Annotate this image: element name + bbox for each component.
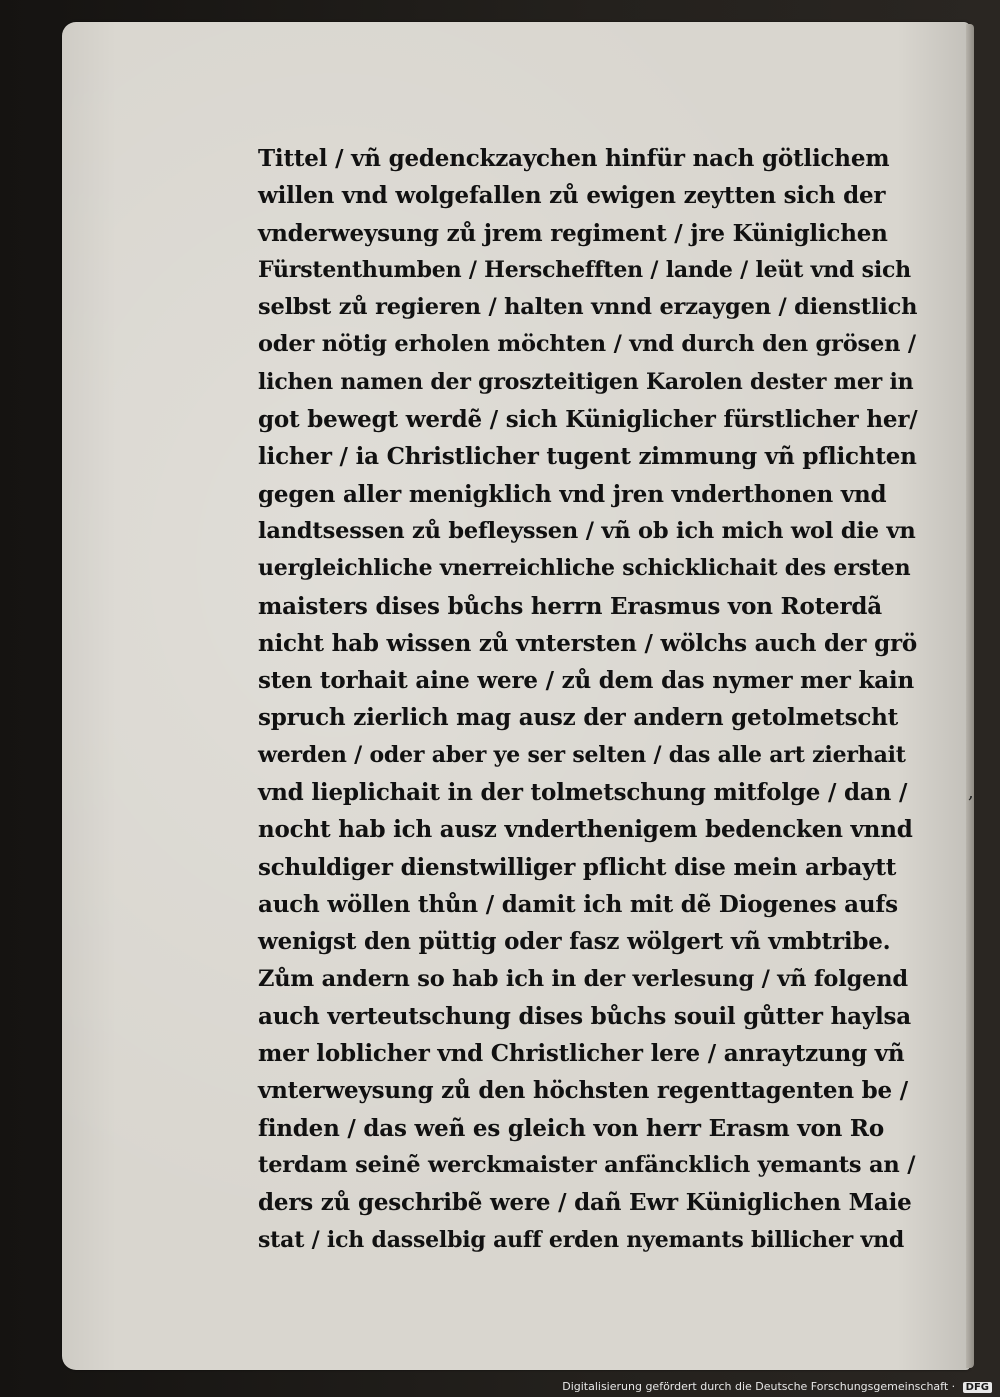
- text-line: sten torhait aine were / zů dem das nymer mer kain: [258, 667, 914, 695]
- text-line: Zům andern so hab ich in der verlesung / vñ folgend: [258, 965, 908, 992]
- text-line: landtsessen zů befleyssen / vñ ob ich mich wol die vn: [258, 517, 916, 544]
- page-edge: [966, 24, 974, 1368]
- text-line: willen vnd wolgefallen zů ewigen zeytten sich der: [258, 182, 886, 210]
- text-line: Fürstenthumben / Herschefften / lande / leüt vnd sich: [258, 256, 911, 283]
- text-line: finden / das weñ es gleich von herr Erasm von Ro: [258, 1114, 884, 1142]
- text-line: vnterweysung zů den höchsten regenttagenten be /: [258, 1077, 908, 1105]
- credit-separator: ·: [948, 1380, 959, 1393]
- text-line: uergleichliche vnerreichliche schicklichait des ersten: [258, 555, 911, 582]
- text-line: maisters dises bůchs herrn Erasmus von Roterdã: [258, 592, 882, 620]
- text-line: vnderweysung zů jrem regiment / jre Küniglichen: [258, 219, 888, 247]
- text-line: oder nötig erholen möchten / vnd durch den grösen /: [258, 331, 916, 358]
- text-line: licher / ia Christlicher tugent zimmung vñ pflichten: [258, 443, 917, 471]
- text-line: terdam seinẽ werckmaister anfäncklich yemants an /: [258, 1152, 916, 1179]
- text-line: Tittel / vñ gedenckzaychen hinfür nach götlichem: [258, 145, 890, 172]
- text-line: stat / ich dasselbig auff erden nyemants billicher vnd: [258, 1226, 905, 1253]
- text-line: vnd lieplichait in der tolmetschung mitfolge / dan /: [258, 779, 908, 807]
- body-text: [258, 140, 918, 1259]
- text-line: werden / oder aber ye ser selten / das alle art zierhait: [258, 741, 906, 768]
- margin-mark: ,: [968, 782, 974, 803]
- text-line: got bewegt werdẽ / sich Küniglicher fürstlicher her/: [258, 406, 918, 434]
- text-line: auch verteutschung dises bůchs souil gůtter haylsa: [258, 1002, 912, 1030]
- digitization-credit: [562, 1380, 992, 1393]
- text-line: selbst zů regieren / halten vnnd erzaygen / dienstlich: [258, 294, 918, 321]
- text-line: nocht hab ich ausz vnderthenigem bedencken vnnd: [258, 816, 913, 844]
- dfg-logo: DFG: [963, 1382, 992, 1393]
- text-line: schuldiger dienstwilliger pflicht dise mein arbaytt: [258, 853, 897, 881]
- text-line: mer loblicher vnd Christlicher lere / anraytzung vñ: [258, 1040, 905, 1068]
- credit-text: Digitalisierung gefördert durch die Deutsche Forschungsgemeinschaft: [562, 1380, 949, 1393]
- text-line: nicht hab wissen zů vntersten / wölchs auch der grö: [258, 629, 918, 657]
- text-line: spruch zierlich mag ausz der andern getolmetscht: [258, 704, 899, 732]
- text-line: wenigst den püttig oder fasz wölgert vñ vmbtribe.: [258, 928, 891, 956]
- text-line: ders zů geschribẽ were / dañ Ewr Küniglichen Maie: [258, 1189, 912, 1217]
- text-line: auch wöllen thůn / damit ich mit dẽ Diogenes aufs: [258, 890, 898, 918]
- text-line: lichen namen der groszteitigen Karolen dester mer in: [258, 368, 914, 395]
- text-line: gegen aller menigklich vnd jren vnderthonen vnd: [258, 480, 887, 508]
